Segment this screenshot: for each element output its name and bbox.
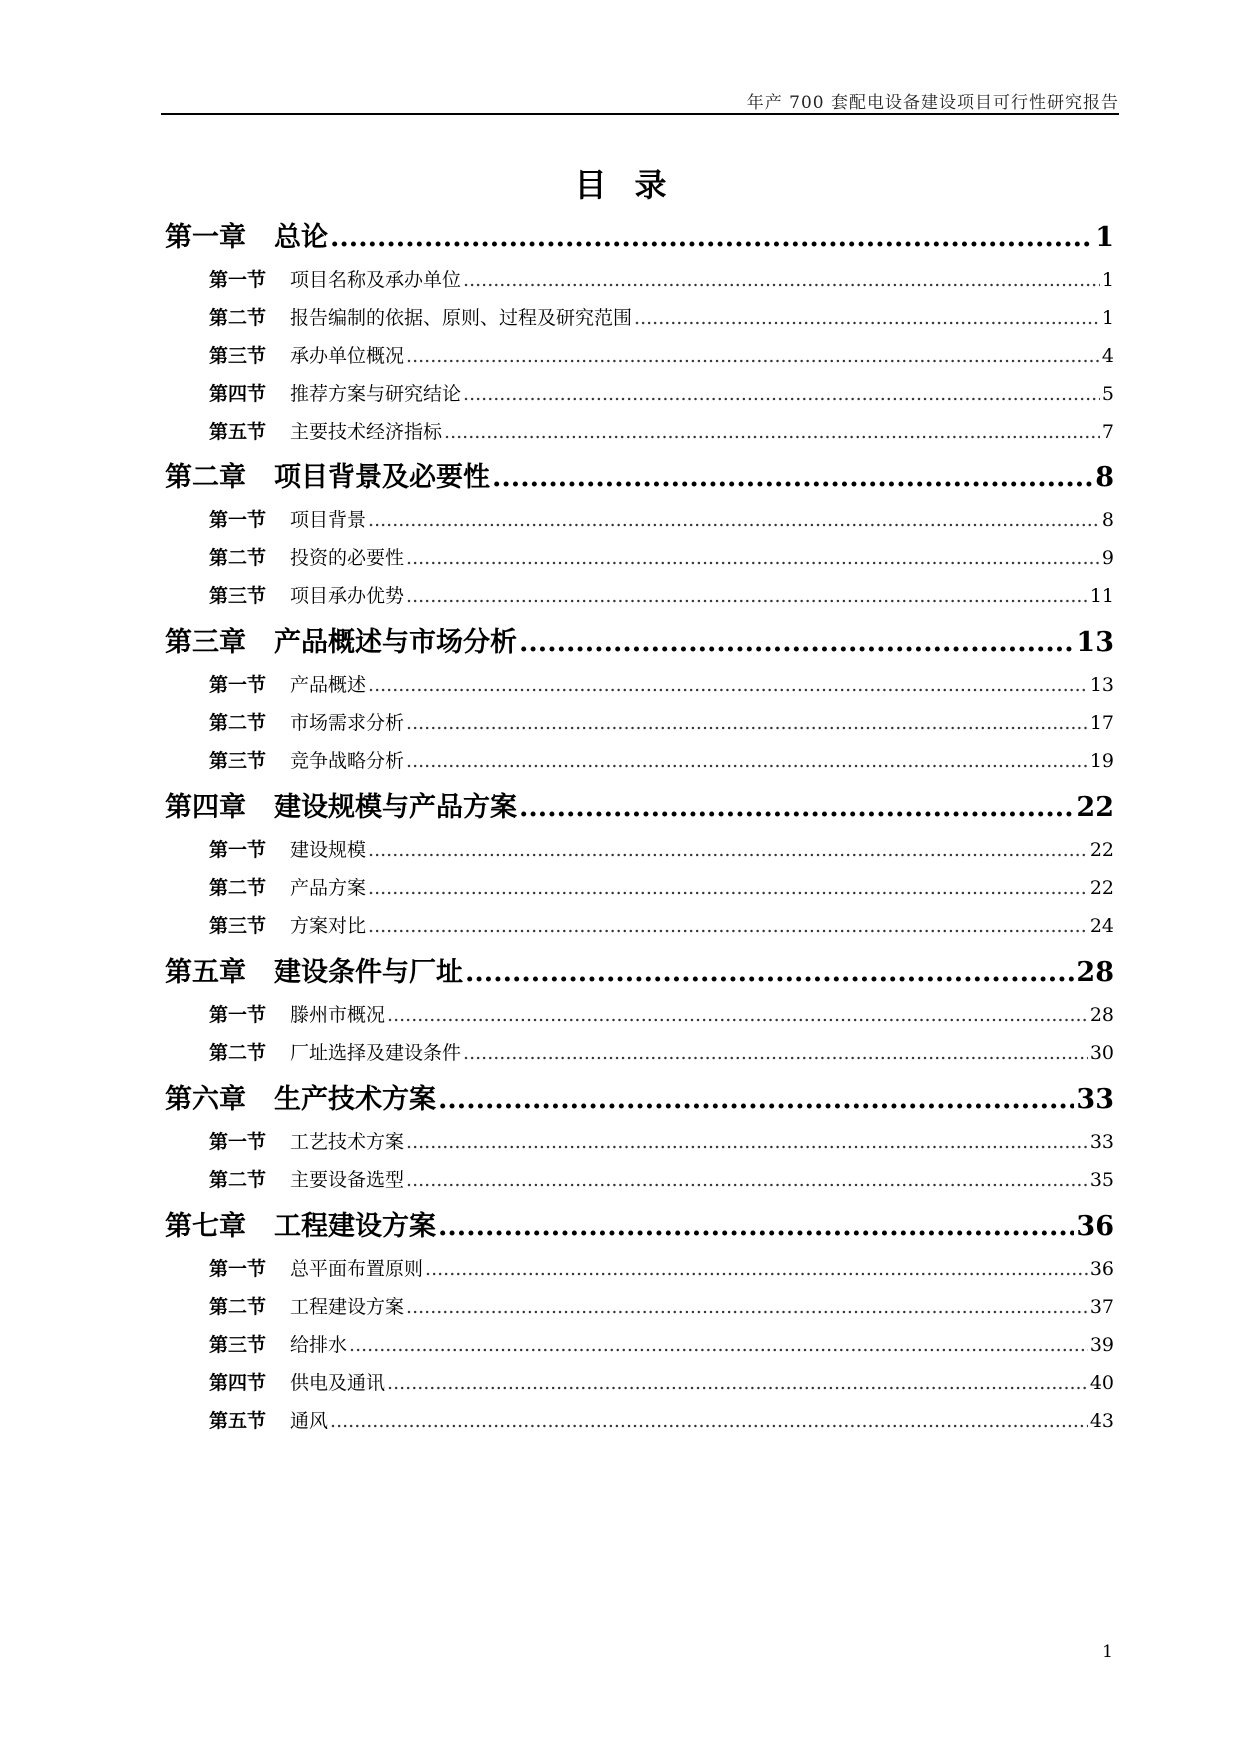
section-title: 供电及通讯 xyxy=(290,1372,386,1394)
toc-chapter-entry[interactable] xyxy=(165,1204,1114,1243)
toc-page-number: 22 xyxy=(1089,839,1114,861)
section-number: 第三节 xyxy=(209,1334,267,1356)
toc-section-entry[interactable] xyxy=(165,670,1114,697)
toc-section-entry[interactable] xyxy=(165,1330,1114,1357)
section-number: 第五节 xyxy=(209,1410,267,1432)
dot-leader xyxy=(463,383,1100,405)
section-number: 第二节 xyxy=(209,712,267,734)
toc-section-entry[interactable] xyxy=(165,1000,1114,1027)
toc-page-number: 4 xyxy=(1101,345,1114,367)
chapter-number: 第二章 xyxy=(165,462,246,493)
toc-section-entry[interactable] xyxy=(165,746,1114,773)
section-title: 承办单位概况 xyxy=(290,345,405,367)
toc-chapter-entry[interactable] xyxy=(165,455,1114,494)
section-number: 第一节 xyxy=(209,509,267,531)
section-number: 第二节 xyxy=(209,547,267,569)
chapter-title: 工程建设方案 xyxy=(274,1211,436,1242)
toc-page-number: 37 xyxy=(1089,1296,1114,1318)
section-title: 工艺技术方案 xyxy=(290,1131,405,1153)
chapter-title: 总论 xyxy=(274,222,328,253)
dot-leader xyxy=(406,585,1088,607)
toc-chapter-entry[interactable] xyxy=(165,215,1114,254)
section-title: 主要技术经济指标 xyxy=(290,421,443,443)
toc-section-entry[interactable] xyxy=(165,1038,1114,1065)
dot-leader xyxy=(406,1296,1088,1318)
toc-section-entry[interactable] xyxy=(165,581,1114,608)
dot-leader xyxy=(368,674,1088,696)
toc-page-number: 39 xyxy=(1089,1334,1114,1356)
toc-page-number: 28 xyxy=(1076,957,1114,988)
toc-chapter-entry[interactable] xyxy=(165,785,1114,824)
toc-page-number: 8 xyxy=(1101,509,1114,531)
dot-leader xyxy=(444,421,1100,443)
toc-section-entry[interactable] xyxy=(165,1406,1114,1433)
chapter-title: 项目背景及必要性 xyxy=(274,462,490,493)
dot-leader xyxy=(425,1258,1088,1280)
chapter-title: 建设条件与厂址 xyxy=(274,957,463,988)
chapter-title: 生产技术方案 xyxy=(274,1084,436,1115)
toc-title: 目录 xyxy=(574,166,695,204)
section-title: 市场需求分析 xyxy=(290,712,405,734)
section-number: 第四节 xyxy=(209,383,267,405)
toc-page-number: 13 xyxy=(1076,627,1114,658)
dot-leader xyxy=(465,957,1074,988)
toc-page-number: 33 xyxy=(1076,1084,1114,1115)
section-title: 项目背景 xyxy=(290,509,367,531)
toc-page-number: 1 xyxy=(1101,269,1114,291)
toc-section-entry[interactable] xyxy=(165,543,1114,570)
toc-chapter-entry[interactable] xyxy=(165,950,1114,989)
toc-section-entry[interactable] xyxy=(165,1368,1114,1395)
chapter-number: 第六章 xyxy=(165,1084,246,1115)
dot-leader xyxy=(349,1334,1088,1356)
section-number: 第二节 xyxy=(209,1296,267,1318)
dot-leader xyxy=(387,1372,1088,1394)
toc-page-number: 24 xyxy=(1089,915,1114,937)
toc-page-number: 36 xyxy=(1076,1211,1114,1242)
header-rule xyxy=(161,113,1119,115)
toc-section-entry[interactable] xyxy=(165,1292,1114,1319)
section-number: 第二节 xyxy=(209,307,267,329)
toc-section-entry[interactable] xyxy=(165,341,1114,368)
toc-page-number: 36 xyxy=(1089,1258,1114,1280)
section-number: 第二节 xyxy=(209,1042,267,1064)
dot-leader xyxy=(519,627,1074,658)
toc-page-number: 5 xyxy=(1101,383,1114,405)
dot-leader xyxy=(519,792,1074,823)
section-number: 第二节 xyxy=(209,1169,267,1191)
toc-page-number: 22 xyxy=(1089,877,1114,899)
toc-section-entry[interactable] xyxy=(165,1127,1114,1154)
section-title: 给排水 xyxy=(290,1334,348,1356)
toc-page-number: 9 xyxy=(1101,547,1114,569)
dot-leader xyxy=(368,509,1100,531)
toc-section-entry[interactable] xyxy=(165,303,1114,330)
toc-page-number: 33 xyxy=(1089,1131,1114,1153)
toc-section-entry[interactable] xyxy=(165,265,1114,292)
section-title: 投资的必要性 xyxy=(290,547,405,569)
section-title: 主要设备选型 xyxy=(290,1169,405,1191)
toc-page-number: 11 xyxy=(1089,585,1114,607)
section-number: 第一节 xyxy=(209,1258,267,1280)
chapter-number: 第三章 xyxy=(165,627,246,658)
toc-section-entry[interactable] xyxy=(165,708,1114,735)
toc-section-entry[interactable] xyxy=(165,835,1114,862)
section-title: 滕州市概况 xyxy=(290,1004,386,1026)
section-title: 建设规模 xyxy=(290,839,367,861)
dot-leader xyxy=(438,1084,1074,1115)
section-number: 第一节 xyxy=(209,674,267,696)
chapter-number: 第四章 xyxy=(165,792,246,823)
toc-page-number: 13 xyxy=(1089,674,1114,696)
dot-leader xyxy=(492,462,1093,493)
section-title: 产品方案 xyxy=(290,877,367,899)
chapter-number: 第五章 xyxy=(165,957,246,988)
section-title: 总平面布置原则 xyxy=(290,1258,424,1280)
section-title: 方案对比 xyxy=(290,915,367,937)
section-number: 第四节 xyxy=(209,1372,267,1394)
section-number: 第二节 xyxy=(209,877,267,899)
toc-page-number: 28 xyxy=(1089,1004,1114,1026)
toc-section-entry[interactable] xyxy=(165,1254,1114,1281)
toc-page-number: 35 xyxy=(1089,1169,1114,1191)
dot-leader xyxy=(406,750,1088,772)
toc-page-number: 17 xyxy=(1089,712,1114,734)
dot-leader xyxy=(634,307,1100,329)
dot-leader xyxy=(387,1004,1088,1026)
section-title: 项目名称及承办单位 xyxy=(290,269,462,291)
toc-chapter-entry[interactable] xyxy=(165,620,1114,659)
section-number: 第一节 xyxy=(209,839,267,861)
dot-leader xyxy=(330,1410,1088,1432)
toc-page-number: 8 xyxy=(1095,462,1114,493)
dot-leader xyxy=(438,1211,1074,1242)
section-title: 项目承办优势 xyxy=(290,585,405,607)
section-title: 产品概述 xyxy=(290,674,367,696)
toc-section-entry[interactable] xyxy=(165,417,1114,444)
section-number: 第一节 xyxy=(209,269,267,291)
toc-page-number: 1 xyxy=(1095,222,1114,253)
toc-section-entry[interactable] xyxy=(165,379,1114,406)
toc-section-entry[interactable] xyxy=(165,911,1114,938)
toc-chapter-entry[interactable] xyxy=(165,1077,1114,1116)
dot-leader xyxy=(463,269,1100,291)
toc-page-number: 7 xyxy=(1101,421,1114,443)
section-title: 工程建设方案 xyxy=(290,1296,405,1318)
section-number: 第一节 xyxy=(209,1131,267,1153)
toc-section-entry[interactable] xyxy=(165,873,1114,900)
dot-leader xyxy=(406,547,1100,569)
section-title: 厂址选择及建设条件 xyxy=(290,1042,462,1064)
dot-leader xyxy=(368,915,1088,937)
chapter-number: 第七章 xyxy=(165,1211,246,1242)
toc-page-number: 30 xyxy=(1089,1042,1114,1064)
dot-leader xyxy=(368,877,1088,899)
dot-leader xyxy=(330,222,1093,253)
chapter-number: 第一章 xyxy=(165,222,246,253)
chapter-title: 建设规模与产品方案 xyxy=(274,792,517,823)
section-number: 第一节 xyxy=(209,1004,267,1026)
toc-section-entry[interactable] xyxy=(165,1165,1114,1192)
section-title: 竞争战略分析 xyxy=(290,750,405,772)
dot-leader xyxy=(463,1042,1088,1064)
toc-page-number: 40 xyxy=(1089,1372,1114,1394)
dot-leader xyxy=(406,1131,1088,1153)
section-number: 第三节 xyxy=(209,345,267,367)
section-number: 第三节 xyxy=(209,915,267,937)
toc-page-number: 22 xyxy=(1076,792,1114,823)
running-header: 年产 700 套配电设备建设项目可行性研究报告 xyxy=(746,93,1119,113)
section-title: 推荐方案与研究结论 xyxy=(290,383,462,405)
dot-leader xyxy=(368,839,1088,861)
toc-page-number: 43 xyxy=(1089,1410,1114,1432)
dot-leader xyxy=(406,712,1088,734)
dot-leader xyxy=(406,345,1100,367)
section-title: 通风 xyxy=(290,1410,329,1432)
toc-section-entry[interactable] xyxy=(165,505,1114,532)
toc-page-number: 1 xyxy=(1101,307,1114,329)
section-title: 报告编制的依据、原则、过程及研究范围 xyxy=(290,307,633,329)
chapter-title: 产品概述与市场分析 xyxy=(274,627,517,658)
dot-leader xyxy=(406,1169,1088,1191)
page-number: 1 xyxy=(1102,1642,1113,1662)
section-number: 第三节 xyxy=(209,750,267,772)
section-number: 第三节 xyxy=(209,585,267,607)
section-number: 第五节 xyxy=(209,421,267,443)
toc-page-number: 19 xyxy=(1089,750,1114,772)
